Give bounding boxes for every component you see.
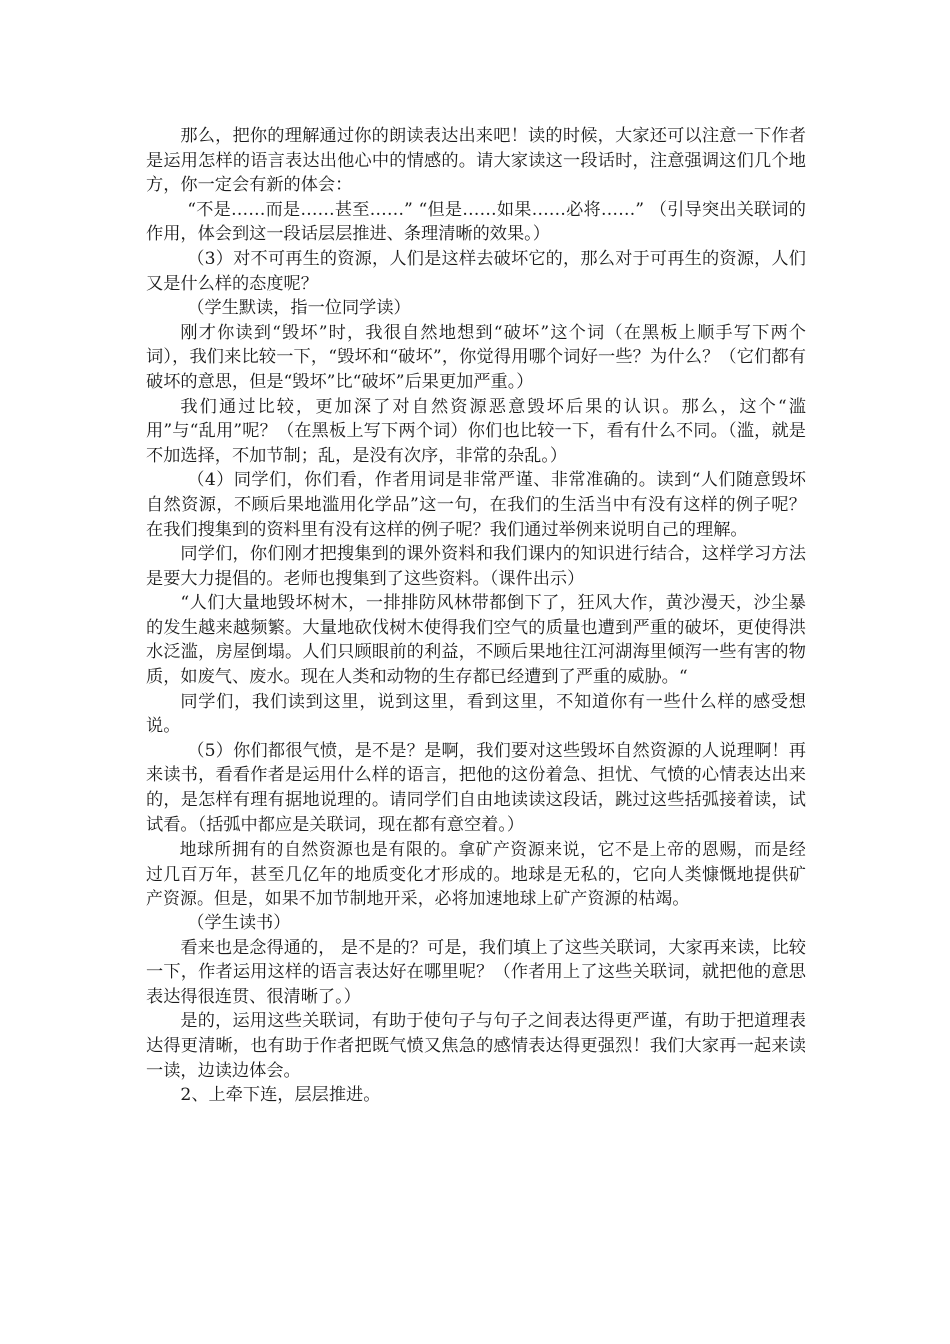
paragraph-step-5: （5）你们都很气愤，是不是？是啊，我们要对这些毁坏自然资源的人说理啊！再来读书，看看作者是运用什么样的语言，把他的这份着急、担忧、气愤的心情表达出来的，是怎样有理有据地说理的。请同学们自由地读读这段话，跳过这些括弧接着读，试试看。（括弧中都应是关联词，现在都有意空着。）	[146, 740, 806, 835]
paragraph-summary: 是的，运用这些关联词，有助于使句子与句子之间表达得更严谨，有助于把道理表达得更清晰，也有助于作者把既气愤又焦急的感情表达得更强烈！我们大家再一起来读一读，边读边体会。	[146, 1011, 806, 1081]
paragraph-word-compare-destroy: 刚才你读到“毁坏”时，我很自然地想到“破坏”这个词（在黑板上顺手写下两个词），我们来比较一下，“毁坏和“破坏”，你觉得用哪个词好一些？为什么？（它们都有破坏的意思，但是“毁坏”比“破坏”后果更加严重。）	[146, 322, 806, 392]
paragraph-read-aloud: 那么，把你的理解通过你的朗读表达出来吧！读的时候，大家还可以注意一下作者是运用怎样的语言表达出他心中的情感的。请大家读这一段话时，注意强调这们几个地方，你一定会有新的体会：	[146, 126, 806, 196]
paragraph-silent-reading: （学生默读，指一位同学读）	[187, 298, 411, 319]
paragraph-courseware-quote: “人们大量地毁坏树木，一排排防风林带都倒下了，狂风大作，黄沙漫天，沙尘暴的发生越来越频繁。大量地砍伐树木使得我们空气的质量也遭到严重的破坏，更使得洪水泛滥，房屋倒塌。人们只顾眼前的利益，不顾后果地往江河湖海里倾泻一些有害的物质，如废气、废水。现在人类和动物的生存都已经遭到了严重的威胁。“	[146, 593, 806, 688]
paragraph-student-reading: （学生读书）	[187, 913, 291, 933]
document-page	[146, 124, 806, 1108]
paragraph-text-excerpt: 地球所拥有的自然资源也是有限的。拿矿产资源来说，它不是上帝的恩赐，而是经过几百万年，甚至几亿年的地质变化才形成的。地球是无私的，它向人类慷慨地提供矿产资源。但是，如果不加节制地开采，必将加速地球上矿产资源的枯竭。	[146, 839, 806, 909]
paragraph-step-4: （4）同学们，你们看，作者用词是非常严谨、非常准确的。读到“人们随意毁坏自然资源，不顾后果地滥用化学品”这一句，在我们的生活当中有没有这样的例子呢？在我们搜集到的资料里有没有这样的例子呢？我们通过举例来说明自己的理解。	[146, 470, 806, 540]
paragraph-step-3: （3）对不可再生的资源，人们是这样去破坏它的，那么对于可再生的资源，人们又是什么样的态度呢？	[146, 248, 806, 294]
paragraph-feelings: 同学们，我们读到这里，说到这里，看到这里，不知道你有一些什么样的感受想说。	[146, 691, 806, 737]
paragraph-materials: 同学们，你们刚才把搜集到的课外资料和我们课内的知识进行结合，这样学习方法是要大力提倡的。老师也搜集到了这些资料。（课件出示）	[146, 544, 806, 589]
section-heading-2: 2、上牵下连，层层推进。	[180, 1085, 381, 1106]
paragraph-conjunction-effect: 看来也是念得通的， 是不是的？可是，我们填上了这些关联词，大家再来读，比较一下，作者运用这样的语言表达好在哪里呢？（作者用上了这些关联词，就把他的意思表达得很连贯、很清晰了。）	[146, 937, 806, 1007]
paragraph-conjunction-quote: “不是……而是……甚至……” “但是……如果……必将……” （引导突出关联词的作用，体会到这一段话层层推进、条理清晰的效果。）	[146, 199, 806, 245]
paragraph-word-compare-misuse: 我们通过比较，更加深了对自然资源恶意毁坏后果的认识。那么，这个“滥用”与“乱用”呢？（在黑板上写下两个词）你们也比较一下，看有什么不同。（滥，就是不加选择，不加节制；乱，是没有次序，非常的杂乱。）	[146, 396, 806, 466]
